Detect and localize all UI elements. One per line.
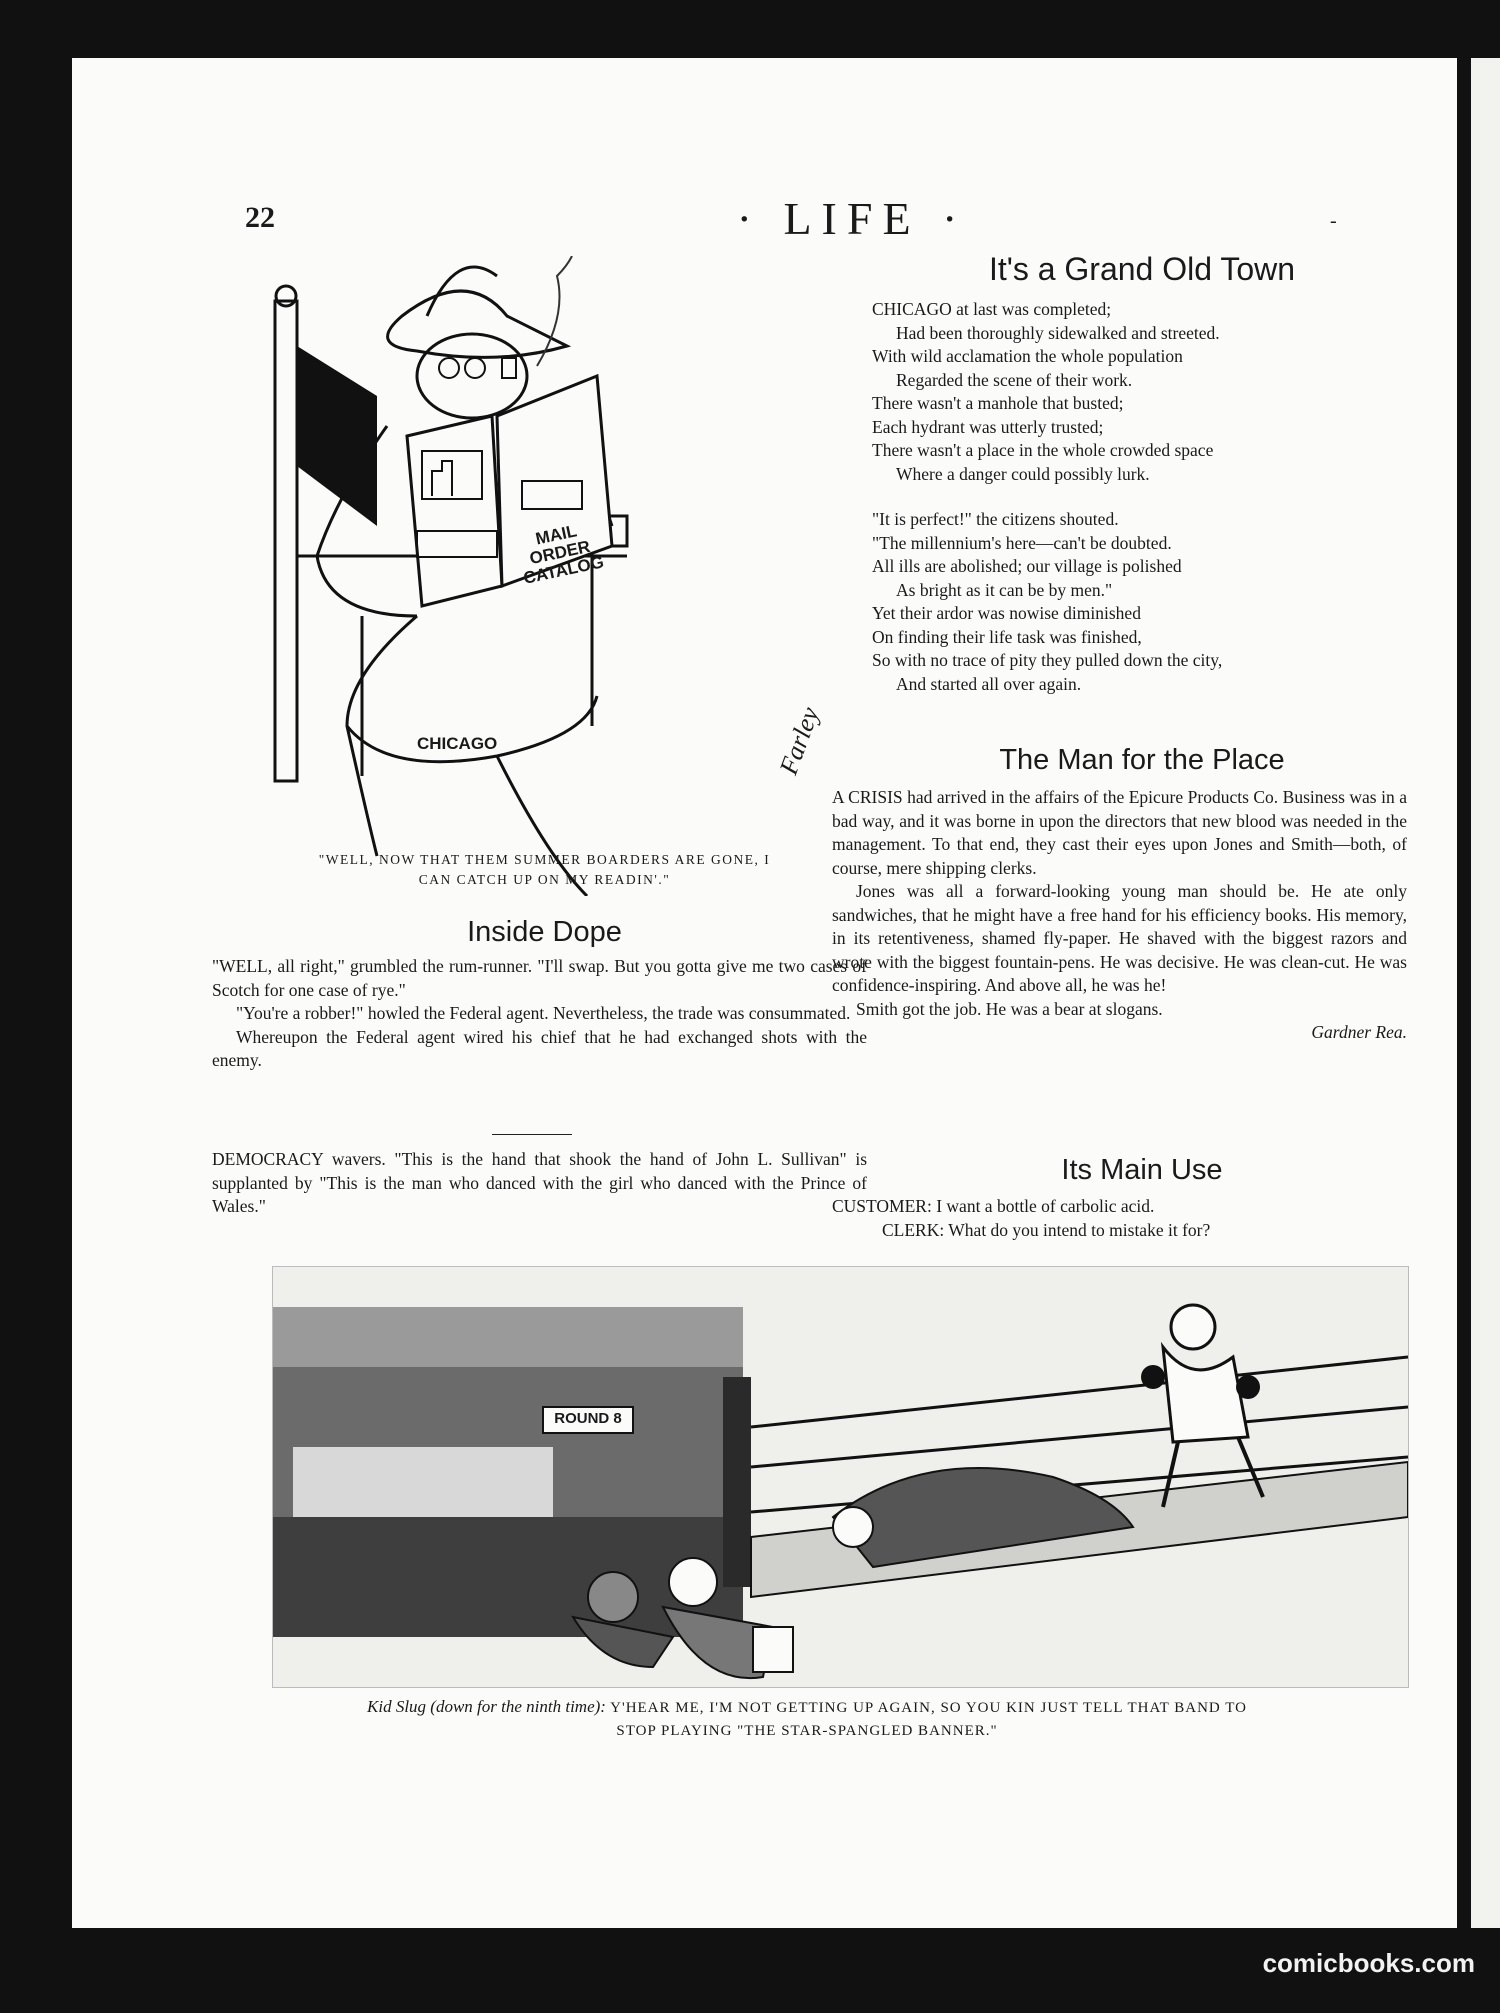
verse-line: There wasn't a manhole that busted; — [872, 393, 1124, 413]
caption-line-1: "WELL, NOW THAT THEM SUMMER BOARDERS ARE GONE, I — [318, 852, 771, 867]
masthead: · LIFE · — [736, 193, 968, 244]
main-use-body — [832, 1195, 1407, 1242]
democracy-paragraph: DEMOCRACY wavers. "This is the hand that shook the hand of John L. Sullivan" is supplanted by "This is the man who danced with the girl who danced with the Prince of Wales." — [212, 1149, 867, 1216]
boxing-cartoon — [272, 1266, 1409, 1688]
adjacent-page-edge — [1471, 58, 1500, 1928]
inside-dope-title: Inside Dope — [467, 916, 622, 948]
boxing-cartoon-caption — [212, 1695, 1402, 1743]
verse-line: Had been thoroughly sidewalked and streeted. — [896, 322, 1220, 343]
caption-speaker: Kid Slug (down for the ninth time): — [367, 1697, 606, 1716]
inside-dope-body — [212, 955, 867, 1073]
paragraph: Whereupon the Federal agent wired his chief that he had exchanged shots with the enemy. — [212, 1026, 867, 1070]
dialogue-line: CUSTOMER: I want a bottle of carbolic acid. — [832, 1196, 1155, 1216]
paragraph: A CRISIS had arrived in the affairs of the Epicure Products Co. Business was in a bad way, and it was borne in upon the directors that new blood was needed in the management. To that end, they cast their eyes upon Jones and Smith—both, of course, mere shipping clerks. — [832, 787, 1407, 878]
grand-old-town-stanza-1 — [872, 298, 1392, 486]
catalog-cover-text: MAIL ORDER CATALOG — [521, 521, 606, 588]
corner-mark: - — [1330, 210, 1337, 232]
caption-line-2: CAN CATCH UP ON MY READIN'." — [418, 872, 671, 887]
verse-line: "The millennium's here—can't be doubted. — [872, 532, 1172, 553]
caption-line-2: STOP PLAYING "THE STAR-SPANGLED BANNER." — [616, 1723, 998, 1739]
verse-line: All ills are abolished; our village is polished — [872, 556, 1182, 576]
verse-line: And started all over again. — [896, 673, 1082, 694]
boxing-ring-illustration — [273, 1267, 1408, 1687]
verse-line: On finding their life task was finished, — [872, 626, 1142, 647]
paragraph: Smith got the job. He was a bear at slogans. — [856, 998, 1163, 1019]
paragraph: Jones was all a forward-looking young man should be. He ate only sandwiches, that he might have a free hand for his efficiency books. His memory, in its retentiveness, shamed fly-paper. He shaved with the biggest razors and wrote with the biggest fountain-pens. He was decisive. He was clean-cut. He was confidence-inspiring. And above all, he was he! — [832, 881, 1407, 995]
watermark: comicbooks.com — [1262, 1948, 1475, 1978]
paragraph: "WELL, all right," grumbled the rum-runner. "I'll swap. But you gotta give me two cases of Scotch for one case of rye." — [212, 956, 867, 1000]
page-number: 22 — [245, 201, 275, 234]
paragraph: "You're a robber!" howled the Federal agent. Nevertheless, the trade was consummated. — [236, 1003, 851, 1023]
verse-line: As bright as it can be by men." — [896, 579, 1113, 600]
artist-signature: Farley — [773, 703, 825, 779]
farmer-cartoon-caption — [217, 850, 872, 890]
round-sign-text: ROUND 8 — [554, 1410, 622, 1427]
verse-line: "It is perfect!" the citizens shouted. — [872, 509, 1119, 529]
verse-line: CHICAGO at last was completed; — [872, 299, 1112, 319]
magazine-page — [72, 58, 1457, 1928]
grand-old-town-stanza-2 — [872, 508, 1392, 696]
verse-line: Each hydrant was utterly trusted; — [872, 416, 1104, 437]
caption-line-1: Y'HEAR ME, I'M NOT GETTING UP AGAIN, SO YOU KIN JUST TELL THAT BAND TO — [610, 1700, 1247, 1716]
man-for-place-body — [832, 786, 1407, 1045]
author-signature: Gardner Rea. — [1311, 1022, 1407, 1042]
verse-line: With wild acclamation the whole population — [872, 346, 1183, 366]
farmer-cartoon — [267, 256, 847, 896]
section-divider — [492, 1134, 572, 1135]
verse-line: So with no trace of pity they pulled down the city, — [872, 650, 1223, 670]
verse-line: Yet their ardor was nowise diminished — [872, 603, 1141, 623]
catalog-chicago-label: CHICAGO — [417, 734, 498, 753]
man-for-place-title: The Man for the Place — [999, 744, 1285, 776]
main-use-title: Its Main Use — [1061, 1154, 1223, 1186]
verse-line: There wasn't a place in the whole crowded space — [872, 440, 1214, 460]
verse-line: Regarded the scene of their work. — [896, 369, 1133, 390]
page-gutter — [1457, 58, 1471, 1928]
verse-line: Where a danger could possibly lurk. — [896, 463, 1150, 484]
dialogue-line: CLERK: What do you intend to mistake it for? — [882, 1219, 1211, 1240]
grand-old-town-title: It's a Grand Old Town — [988, 251, 1296, 287]
